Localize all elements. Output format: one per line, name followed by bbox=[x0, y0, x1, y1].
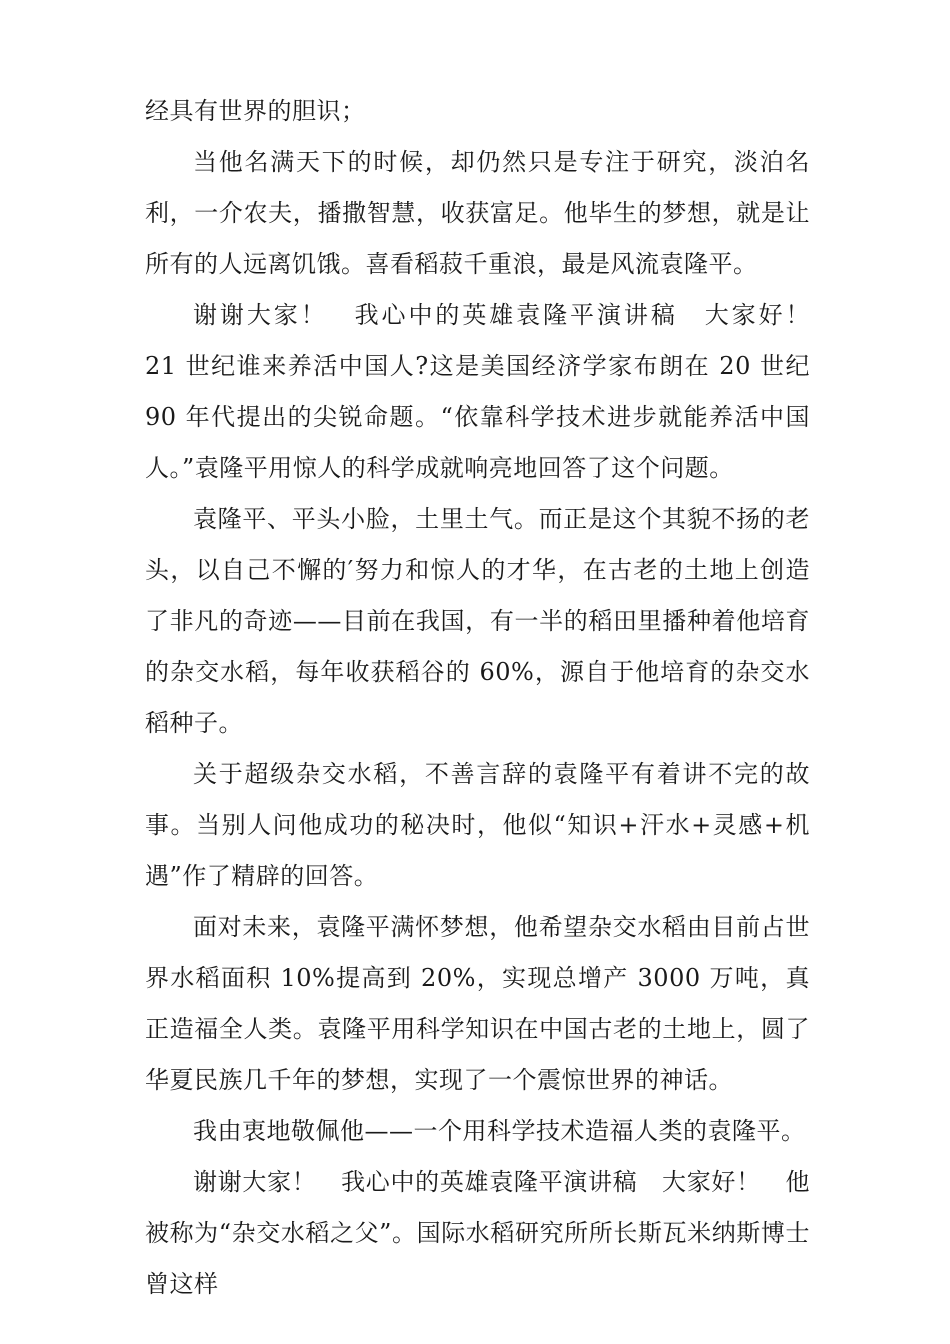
paragraph: 谢谢大家！ 我心中的英雄袁隆平演讲稿 大家好！ 21 世纪谁来养活中国人?这是美国经济学家布朗在 20 世纪 90 年代提出的尖锐命题。“依靠科学技术进步就能养活中国人。”袁隆平用惊人的科学成就响亮地回答了这个问题。 bbox=[145, 301, 835, 482]
document-body bbox=[145, 86, 835, 1310]
paragraph: 当他名满天下的时候，却仍然只是专注于研究，淡泊名利，一介农夫，播撒智慧，收获富足。他毕生的梦想，就是让所有的人远离饥饿。喜看稻菽千重浪，最是风流袁隆平。 bbox=[145, 148, 810, 278]
paragraph: 我由衷地敬佩他——一个用科学技术造福人类的袁隆平。 bbox=[193, 1117, 806, 1145]
paragraph: 面对未来，袁隆平满怀梦想，他希望杂交水稻由目前占世界水稻面积 10%提高到 20%，实现总增产 3000 万吨，真正造福全人类。袁隆平用科学知识在中国古老的土地上，圆了华夏民族几千年的梦想，实现了一个震惊世界的神话。 bbox=[145, 913, 810, 1094]
paragraph: 袁隆平、平头小脸，土里土气。而正是这个其貌不扬的老头，以自己不懈的′努力和惊人的才华，在古老的土地上创造了非凡的奇迹——目前在我国，有一半的稻田里播种着他培育的杂交水稻，每年收获稻谷的 60%，源自于他培育的杂交水稻种子。 bbox=[145, 505, 810, 737]
paragraph: 关于超级杂交水稻，不善言辞的袁隆平有着讲不完的故事。当别人问他成功的秘决时，他似“知识+汗水+灵感+机遇”作了精辟的回答。 bbox=[145, 760, 810, 890]
paragraph: 谢谢大家！ 我心中的英雄袁隆平演讲稿 大家好！ 他被称为“杂交水稻之父”。国际水稻研究所所长斯瓦米纳斯博士曾这样 bbox=[145, 1168, 810, 1298]
paragraph-continuation: 经具有世界的胆识； bbox=[145, 97, 366, 125]
